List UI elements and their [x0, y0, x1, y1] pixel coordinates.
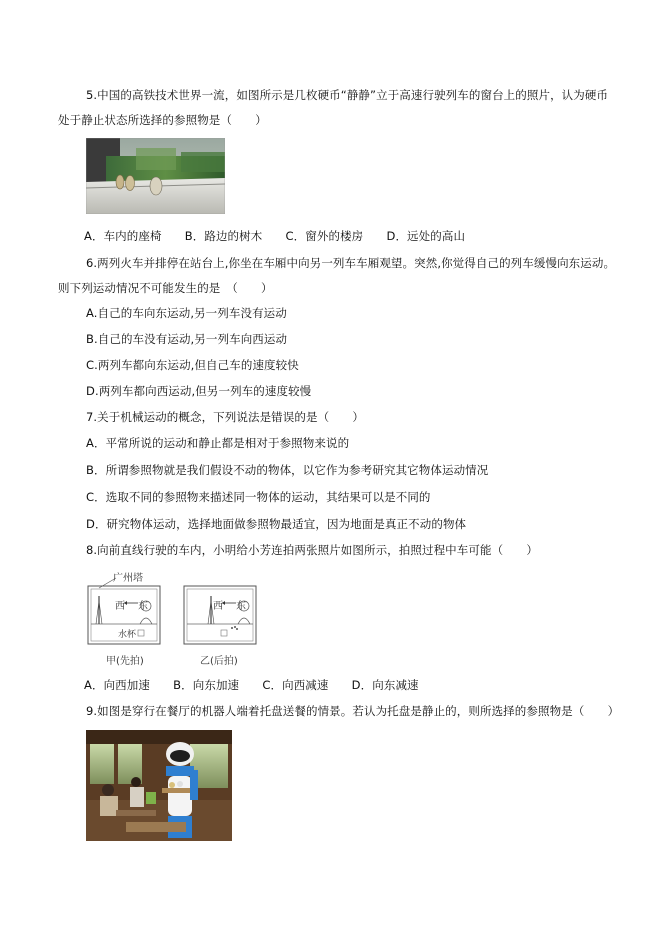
q6-stem-line1: 6.两列火车并排停在站台上,你坐在车厢中向另一列车车厢观望。突然,你觉得自己的列车缓慢向东运动。	[86, 256, 616, 270]
q8-stem: 8.向前直线行驶的车内，小明给小芳连拍两张照片如图所示，拍照过程中车可能（ ）	[86, 543, 538, 557]
q7-stem: 7.关于机械运动的概念，下列说法是错误的是（ ）	[86, 410, 364, 424]
caption-second-photo: 乙(后拍)	[200, 656, 238, 667]
tower-label: 广州塔	[113, 573, 143, 584]
q7-option-b: B．所谓参照物就是我们假设不动的物体，以它作为参考研究其它物体运动情况	[86, 463, 489, 477]
caption-first-photo: 甲(先拍)	[106, 656, 144, 667]
q9-stem: 9.如图是穿行在餐厅的机器人端着托盘送餐的情景。若认为托盘是静止的，则所选择的参照物是（ ）	[86, 704, 620, 718]
q6-option-b: B.自己的车没有运动,另一列车向西运动	[86, 332, 288, 346]
train-window-coins-photo	[86, 138, 225, 214]
direction-west-right: 西	[213, 601, 223, 612]
q6-option-c: C.两列车都向东运动,但自己车的速度较快	[86, 358, 299, 372]
q6-option-a: A.自己的车向东运动,另一列车没有运动	[86, 306, 287, 320]
restaurant-robot-photo	[86, 730, 232, 841]
q6-option-d: D.两列车都向西运动,但另一列车的速度较慢	[86, 384, 312, 398]
q7-option-a: A．平常所说的运动和静止都是相对于参照物来说的	[86, 436, 350, 450]
q5-stem-line1: 5.中国的高铁技术世界一流，如图所示是几枚硬币“静静”立于高速行驶列车的窗台上的照片，认为硬币	[86, 88, 609, 102]
q8-options: A．向西加速 B．向东加速 C．向西减速 D．向东减速	[84, 678, 419, 692]
direction-west-left: 西	[115, 601, 125, 612]
q7-option-d: D．研究物体运动，选择地面做参照物最适宜，因为地面是真正不动的物体	[86, 517, 467, 531]
q6-stem-line2: 则下列运动情况不可能发生的是 （ ）	[58, 281, 273, 295]
direction-east-right: 东	[236, 601, 246, 612]
direction-east-left: 东	[138, 601, 148, 612]
q8-figure	[86, 566, 276, 670]
q5-stem-line2: 处于静止状态所选择的参照物是（ ）	[58, 113, 267, 127]
q7-option-c: C．选取不同的参照物来描述同一物体的运动，其结果可以是不同的	[86, 490, 431, 504]
q5-options: A．车内的座椅 B．路边的树木 C．窗外的楼房 D．远处的高山	[84, 229, 466, 243]
cup-label: 水杯	[118, 630, 137, 640]
